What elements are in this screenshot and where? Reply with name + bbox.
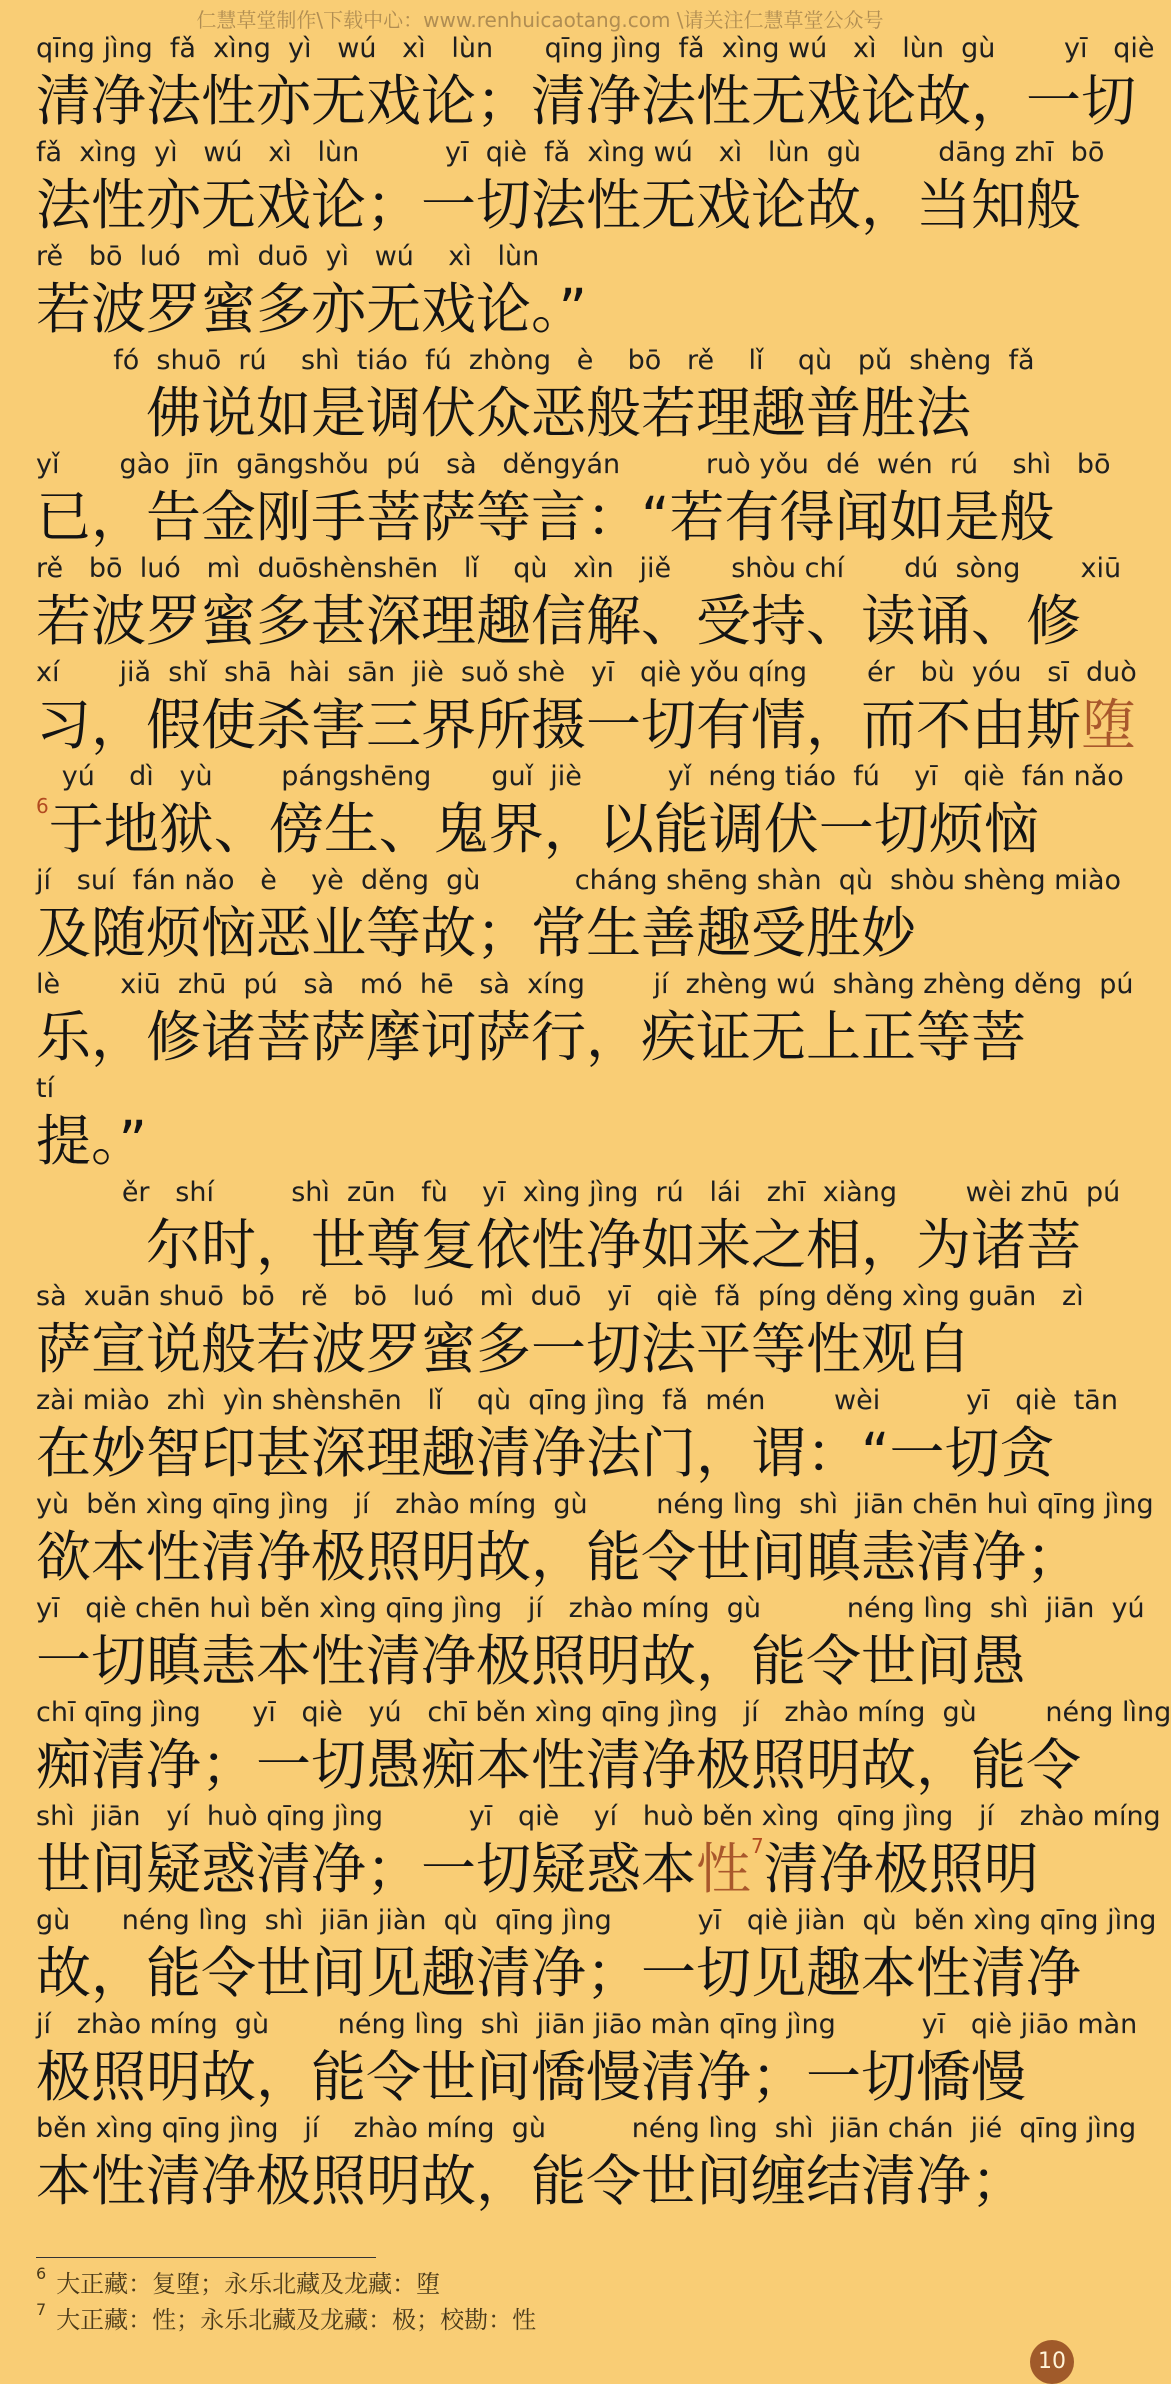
hanzi-row: 故，能令世间见趣清净；一切见趣本性清净 [36, 1941, 1082, 2005]
hanzi-text: 习，假使杀害三界所摄一切有情，而不由斯 [36, 693, 1082, 757]
variant-character: 性 [696, 1837, 752, 1901]
hanzi-text-after: 清净极照明 [763, 1837, 1039, 1901]
hanzi-row: 法性亦无戏论；一切法性无戏论故，当知般 [36, 173, 1082, 237]
pinyin-row: yú dì yù pángshēng guǐ jiè yǐ néng tiáo fú yī qiè fán nǎo [36, 761, 1124, 792]
pinyin-row: qīng jìng fǎ xìng yì wú xì lùn qīng jìng fǎ xìng wú xì lùn gù yī qiè [36, 33, 1155, 64]
pinyin-row: rě bō luó mì duōshènshēn lǐ qù xìn jiě shòu chí dú sòng xiū [36, 553, 1122, 584]
pinyin-row: yǐ gào jīn gāngshǒu pú sà děngyán ruò yǒu dé wén rú shì bō [36, 449, 1111, 480]
text-line [36, 862, 1122, 966]
footnotes [36, 2266, 1036, 2338]
pinyin-row: rě bō luó mì duō yì wú xì lùn [36, 241, 540, 272]
text-line [36, 2110, 1137, 2214]
hanzi-row: 佛说如是调伏众恶般若理趣普胜法 [36, 381, 972, 445]
text-line [36, 446, 1111, 550]
text-line [36, 2006, 1138, 2110]
footnote-divider [36, 2257, 376, 2258]
text-line [36, 654, 1137, 758]
text-line [36, 1694, 1171, 1798]
footnote-text: 大正藏：复堕；永乐北藏及龙藏：堕 [56, 2270, 441, 2298]
text-line [36, 758, 1124, 862]
text-line [36, 30, 1155, 134]
pinyin-row: yù běn xìng qīng jìng jí zhào míng gù néng lìng shì jiān chēn huì qīng jìng [36, 1489, 1154, 1520]
pinyin-row: sà xuān shuō bō rě bō luó mì duō yī qiè fǎ píng děng xìng guān zì [36, 1281, 1084, 1312]
footnote-item [36, 2266, 1036, 2302]
page-number-badge: 10 [1030, 2340, 1074, 2384]
hanzi-row: 若波罗蜜多甚深理趣信解、受持、读诵、修 [36, 589, 1082, 653]
hanzi-row: 已，告金刚手菩萨等言：“若有得闻如是般 [36, 485, 1055, 549]
text-line [36, 134, 1105, 238]
text-line [36, 1278, 1084, 1382]
pinyin-row: tí [36, 1073, 55, 1104]
hanzi-row: 本性清净极照明故，能令世间缠结清净； [36, 2149, 1027, 2213]
footnote-marker[interactable]: 7 [751, 1834, 764, 1858]
text-line [36, 1798, 1161, 1902]
text-line [36, 1174, 1121, 1278]
hanzi-text: 于地狱、傍生、鬼界，以能调伏一切烦恼 [48, 797, 1039, 861]
pinyin-row: fǎ xìng yì wú xì lùn yī qiè fǎ xìng wú xì lùn gù dāng zhī bō [36, 137, 1105, 168]
pinyin-row: yī qiè chēn huì běn xìng qīng jìng jí zhào míng gù néng lìng shì jiān yú [36, 1593, 1145, 1624]
pinyin-row: zài miào zhì yìn shènshēn lǐ qù qīng jìng fǎ mén wèi yī qiè tān [36, 1385, 1118, 1416]
text-line [36, 550, 1122, 654]
pinyin-row: xí jiǎ shǐ shā hài sān jiè suǒ shè yī qiè yǒu qíng ér bù yóu sī duò [36, 657, 1137, 688]
text-line [36, 342, 1056, 446]
hanzi-row: 尔时，世尊复依性净如来之相，为诸菩 [36, 1213, 1082, 1277]
hanzi-row: 欲本性清净极照明故，能令世间瞋恚清净； [36, 1525, 1082, 1589]
footnote-number: 6 [36, 2264, 47, 2283]
pinyin-row: fó shuō rú shì tiáo fú zhòng è bō rě lǐ qù pǔ shèng fǎ [36, 345, 1035, 376]
hanzi-row: 在妙智印甚深理趣清净法门，谓：“一切贪 [36, 1421, 1055, 1485]
text-line [36, 966, 1134, 1070]
hanzi-row: 及随烦恼恶业等故；常生善趣受胜妙 [36, 901, 917, 965]
pinyin-row: shì jiān yí huò qīng jìng yī qiè yí huò běn xìng qīng jìng jí zhào míng [36, 1801, 1161, 1832]
pinyin-row: jí zhào míng gù néng lìng shì jiān jiāo màn qīng jìng yī qiè jiāo màn [36, 2009, 1138, 2040]
text-line [36, 1902, 1157, 2006]
pinyin-row: gù néng lìng shì jiān jiàn qù qīng jìng yī qiè jiàn qù běn xìng qīng jìng [36, 1905, 1157, 1936]
variant-character: 堕 [1081, 693, 1137, 757]
pinyin-row: běn xìng qīng jìng jí zhào míng gù néng lìng shì jiān chán jié qīng jìng [36, 2113, 1137, 2144]
pinyin-row: lè xiū zhū pú sà mó hē sà xíng jí zhèng wú shàng zhèng děng pú [36, 969, 1134, 1000]
hanzi-row [36, 1836, 1056, 1902]
page-header: 仁慧草堂制作\下载中心：www.renhuicaotang.com \请关注仁慧草堂公众号 [196, 8, 884, 32]
hanzi-row: 清净法性亦无戏论；清净法性无戏论故，一切 [36, 69, 1137, 133]
pinyin-row: chī qīng jìng yī qiè yú chī běn xìng qīng jìng jí zhào míng gù néng lìng [36, 1697, 1171, 1728]
text-line [36, 238, 1056, 342]
text-line [36, 1382, 1118, 1486]
hanzi-row: 提。” [36, 1109, 147, 1173]
text-line [36, 1486, 1154, 1590]
text-line [36, 1590, 1145, 1694]
hanzi-text: 世间疑惑清净；一切疑惑本 [36, 1837, 697, 1901]
hanzi-row: 极照明故，能令世间憍慢清净；一切憍慢 [36, 2045, 1027, 2109]
hanzi-row: 一切瞋恚本性清净极照明故，能令世间愚 [36, 1629, 1027, 1693]
hanzi-row [36, 796, 1056, 862]
hanzi-row: 乐，修诸菩萨摩诃萨行，疾证无上正等菩 [36, 1005, 1027, 1069]
hanzi-row [36, 692, 1137, 758]
pinyin-row: ěr shí shì zūn fù yī xìng jìng rú lái zhī xiàng wèi zhū pú [36, 1177, 1121, 1208]
hanzi-row: 痴清净；一切愚痴本性清净极照明故，能令 [36, 1733, 1082, 1797]
hanzi-row: 萨宣说般若波罗蜜多一切法平等性观自 [36, 1317, 972, 1381]
pinyin-row: jí suí fán nǎo è yè děng gù cháng shēng shàn qù shòu shèng miào [36, 865, 1122, 896]
footnote-text: 大正藏：性；永乐北藏及龙藏：极；校勘：性 [56, 2306, 537, 2334]
footnote-item [36, 2302, 1036, 2338]
footnote-number: 7 [36, 2300, 47, 2319]
footnote-marker[interactable]: 6 [36, 794, 49, 818]
text-line [36, 1070, 1056, 1174]
hanzi-row: 若波罗蜜多亦无戏论。” [36, 277, 587, 341]
